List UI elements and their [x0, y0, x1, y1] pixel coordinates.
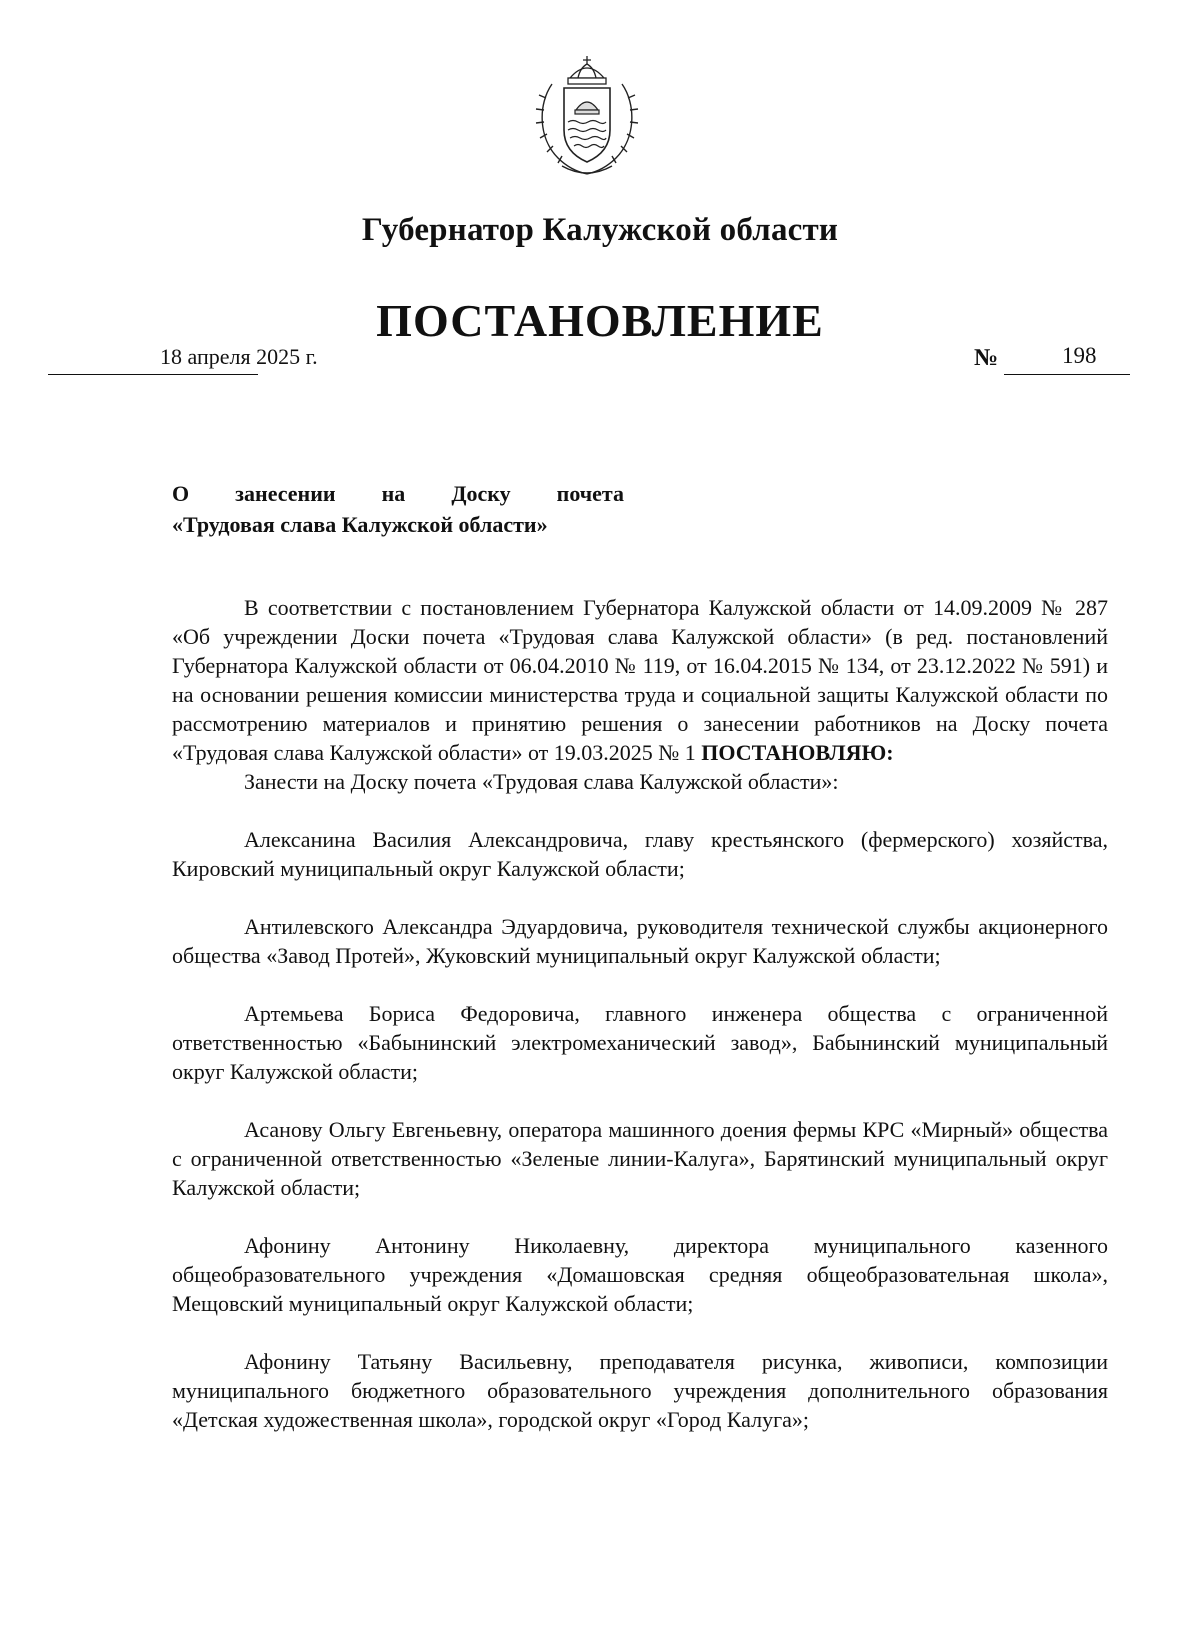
decree-word: ПОСТАНОВЛЯЮ: [701, 740, 894, 765]
subject-word: занесении [235, 481, 336, 506]
subject-line-1 [172, 478, 624, 509]
person-entry: Артемьева Бориса Федоровича, главного инженера общества с ограниченной ответственностью «Бабынинский электромеханический завод», Бабынинский муниципальный округ Калужской области; [172, 1001, 1108, 1084]
issuing-authority: Губернатор Калужской области [361, 212, 839, 248]
person-entry: Антилевского Александра Эдуардовича, руководителя технической службы акционерного общества «Завод Протей», Жуковский муниципальный округ Калужской области; [172, 914, 1108, 968]
preamble-paragraph [172, 593, 1108, 767]
subject-line-2: «Трудовая слава Калужской области» [172, 512, 548, 537]
document-date: 18 апреля 2025 г. [160, 344, 318, 369]
enter-paragraph: Занести на Доску почета «Трудовая слава Калужской области»: [244, 769, 839, 794]
person-entry: Алексанина Василия Александровича, главу крестьянского (фермерского) хозяйства, Кировский муниципальный округ Калужской области; [172, 827, 1108, 881]
person-entry: Афонину Антонину Николаевну, директора муниципального казенного общеобразовательного учреждения «Домашовская средняя общеобразовательная школа», Мещовский муниципальный округ Калужской области; [172, 1233, 1108, 1316]
subject-word: на [381, 481, 406, 506]
person-entry: Асанову Ольгу Евгеньевну, оператора машинного доения фермы КРС «Мирный» общества с ограниченной ответственностью «Зеленые линии-Калуга», Барятинский муниципальный округ Калужской области; [172, 1117, 1108, 1200]
subject-word: О [172, 481, 190, 506]
person-entry: Афонину Татьяну Васильевну, преподавателя рисунка, живописи, композиции муниципального бюджетного образовательного учреждения дополнительного образования «Детская художественная школа», городской округ «Город Калуга»; [172, 1349, 1108, 1432]
preamble-text: В соответствии с постановлением Губернатора Калужской области от 14.09.2009 № 287 «Об учреждении Доски почета «Трудовая слава Калужской области» (в ред. постановлений Губернатора Калужской области от 06.04.2010 № 119, от 16.04.2015 № 134, от 23.12.2022 № 591) и на основании решения комиссии министерства труда и социальной защиты Калужской области по рассмотрению материалов и принятию решения о занесении работников на Доску почета «Трудовая слава Калужской области» от 19.03.2025 № 1 [172, 595, 1108, 765]
document-type: ПОСТАНОВЛЕНИЕ [376, 295, 824, 346]
coat-of-arms-icon [532, 54, 642, 180]
document-number: 198 [1062, 343, 1097, 368]
subject-word: почета [556, 481, 624, 506]
subject-word: Доску [451, 481, 511, 506]
document-subject [172, 478, 624, 540]
document-body [172, 593, 1108, 1463]
number-sign: № [974, 345, 999, 371]
